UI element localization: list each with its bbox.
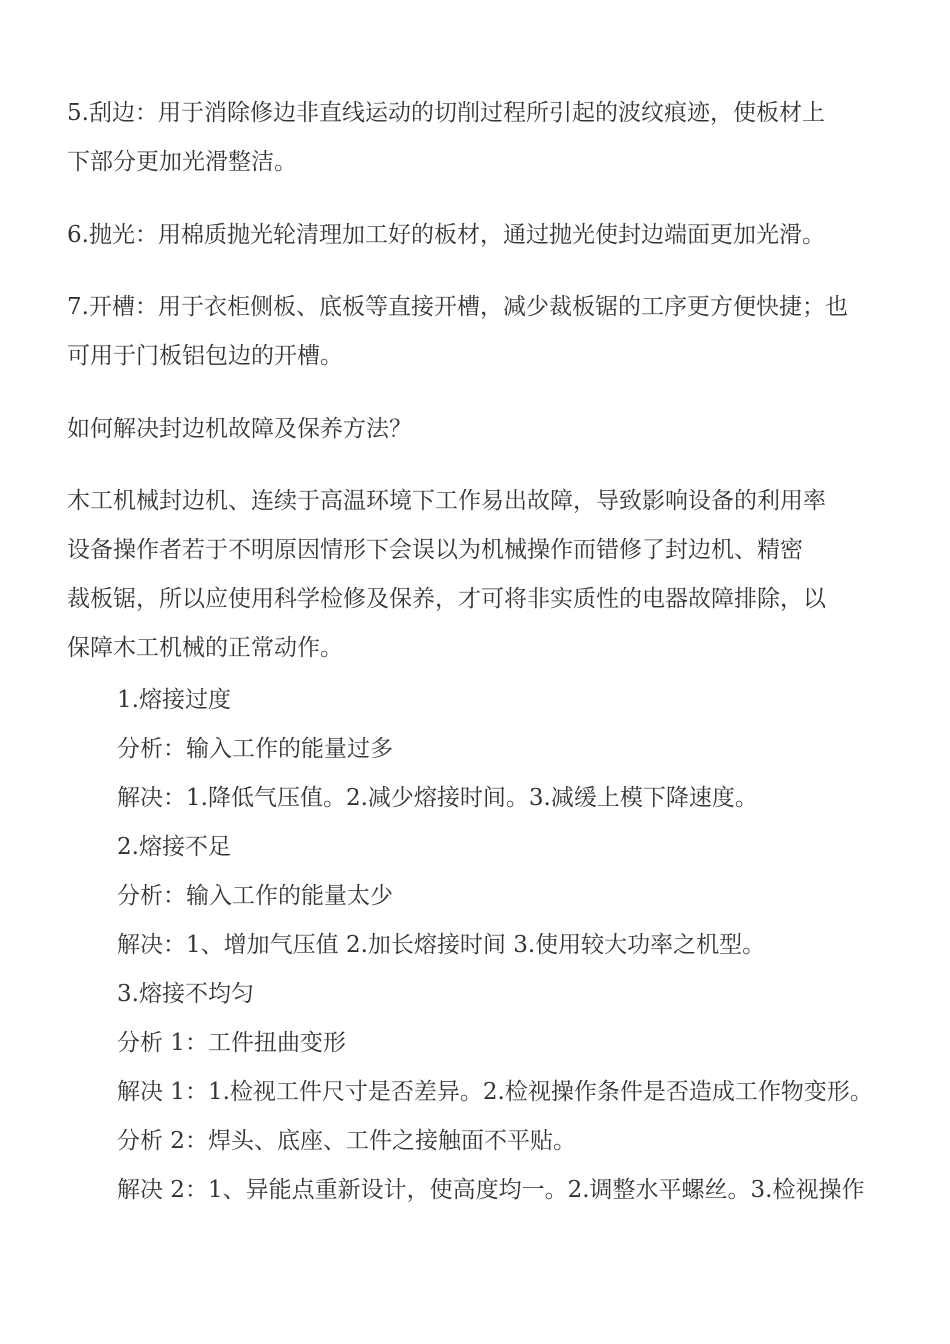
question-heading: 如何解决封边机故障及保养方法？ — [67, 416, 412, 442]
text-line: 7.开槽：用于衣柜侧板、底板等直接开槽，减少裁板锯的工序更方便快捷；也 — [67, 294, 848, 320]
fault-analysis: 分析 1：工件扭曲变形 — [117, 1030, 346, 1056]
text-line: 可用于门板铝包边的开槽。 — [67, 343, 343, 369]
fault-analysis: 分析 2：焊头、底座、工件之接触面不平贴。 — [117, 1128, 576, 1154]
fault-analysis: 分析：输入工作的能量太少 — [117, 883, 393, 909]
text-line: 保障木工机械的正常动作。 — [67, 635, 343, 661]
fault-solution: 解决 1：1.检视工件尺寸是否差异。2.检视操作条件是否造成工作物变形。 — [117, 1079, 873, 1105]
fault-list — [117, 676, 950, 1215]
fault-solution: 解决：1、增加气压值 2.加长熔接时间 3.使用较大功率之机型。 — [117, 932, 766, 958]
item-7-grooving — [67, 283, 917, 381]
fault-title: 3.熔接不均匀 — [117, 981, 254, 1007]
section-question — [67, 405, 917, 454]
text-line: 5.刮边：用于消除修边非直线运动的切削过程所引起的波纹痕迹，使板材上 — [67, 100, 825, 126]
fault-analysis: 分析：输入工作的能量过多 — [117, 736, 393, 762]
fault-title: 1.熔接过度 — [117, 687, 231, 713]
text-line: 裁板锯，所以应使用科学检修及保养，才可将非实质性的电器故障排除，以 — [67, 586, 826, 612]
intro-paragraph — [67, 477, 917, 673]
text-line: 木工机械封边机、连续于高温环境下工作易出故障，导致影响设备的利用率 — [67, 488, 826, 514]
fault-solution: 解决：1.降低气压值。2.减少熔接时间。3.减缓上模下降速度。 — [117, 785, 758, 811]
fault-title: 2.熔接不足 — [117, 834, 231, 860]
text-line: 下部分更加光滑整洁。 — [67, 149, 297, 175]
fault-solution: 解决 2：1、异能点重新设计，使高度均一。2.调整水平螺丝。3.检视操作 — [117, 1177, 865, 1203]
item-5-scraping — [67, 89, 917, 187]
text-line: 6.抛光：用棉质抛光轮清理加工好的板材，通过抛光使封边端面更加光滑。 — [67, 222, 825, 248]
text-line: 设备操作者若于不明原因情形下会误以为机械操作而错修了封边机、精密 — [67, 537, 803, 563]
item-6-polishing — [67, 211, 917, 260]
